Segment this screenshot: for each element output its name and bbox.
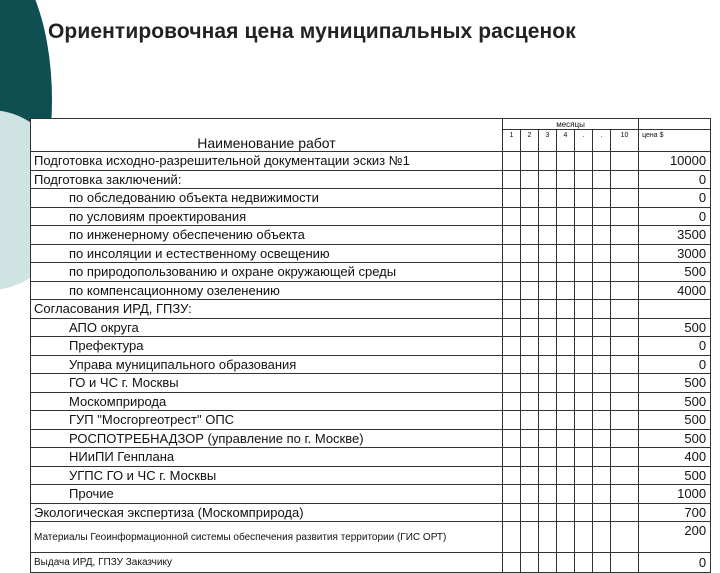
month-cell [593,281,611,300]
month-cell [503,522,521,553]
table-row [31,281,711,300]
month-cell [611,152,639,171]
month-cell [575,485,593,504]
work-name-cell: по условиям проектирования [31,207,503,226]
month-cell [593,189,611,208]
month-cell [539,263,557,282]
month-cell [593,152,611,171]
price-cell: 700 [639,503,711,522]
month-cell [503,392,521,411]
month-cell [575,207,593,226]
month-cell [593,392,611,411]
month-cell [593,503,611,522]
table-row [31,485,711,504]
month-cell [557,207,575,226]
month-cell [557,503,575,522]
month-cell [539,411,557,430]
month-cell [539,189,557,208]
month-cell [593,300,611,319]
month-cell [503,466,521,485]
month-cell [557,337,575,356]
price-cell: 3000 [639,244,711,263]
month-cell [539,318,557,337]
month-header: . [593,130,611,152]
table-row [31,318,711,337]
work-name-cell: Экологическая экспертиза (Москомприрода) [31,503,503,522]
table-row [31,170,711,189]
table-row [31,522,711,553]
month-cell [575,244,593,263]
month-cell [521,392,539,411]
month-cell [593,337,611,356]
work-name-cell: ГО и ЧС г. Москвы [31,374,503,393]
month-cell [521,281,539,300]
month-cell [611,189,639,208]
month-cell [575,466,593,485]
header-row-months [31,119,711,130]
month-header: . [575,130,593,152]
month-cell [611,170,639,189]
month-cell [611,411,639,430]
month-cell [575,503,593,522]
month-cell [521,448,539,467]
work-name-cell: Управа муниципального образования [31,355,503,374]
price-header-top-cell [639,119,711,130]
month-header: 3 [539,130,557,152]
month-cell [521,429,539,448]
month-cell [611,244,639,263]
month-cell [611,337,639,356]
month-header: 1 [503,130,521,152]
month-cell [503,189,521,208]
price-cell: 500 [639,429,711,448]
month-cell [575,355,593,374]
work-name-cell: УГПС ГО и ЧС г. Москвы [31,466,503,485]
table-row [31,553,711,573]
month-cell [521,318,539,337]
price-cell: 500 [639,411,711,430]
month-cell [575,553,593,573]
month-cell [557,281,575,300]
month-cell [593,374,611,393]
table-row [31,244,711,263]
month-cell [521,485,539,504]
month-cell [557,522,575,553]
table-row [31,189,711,208]
month-cell [539,466,557,485]
month-cell [503,374,521,393]
month-cell [575,522,593,553]
month-cell [521,553,539,573]
month-cell [593,429,611,448]
month-cell [611,448,639,467]
month-cell [503,503,521,522]
work-name-cell: АПО округа [31,318,503,337]
month-cell [539,170,557,189]
price-cell: 0 [639,207,711,226]
header-row [31,130,711,152]
month-cell [611,553,639,573]
month-cell [539,503,557,522]
month-cell [593,226,611,245]
price-cell: 10000 [639,152,711,171]
months-header: месяцы [503,119,639,130]
month-cell [557,152,575,171]
month-cell [521,226,539,245]
month-cell [575,337,593,356]
month-cell [575,448,593,467]
month-cell [539,244,557,263]
month-cell [557,553,575,573]
month-cell [539,300,557,319]
price-cell [639,300,711,319]
month-cell [521,170,539,189]
month-cell [593,263,611,282]
price-cell: 0 [639,553,711,573]
month-cell [593,485,611,504]
month-cell [593,522,611,553]
work-name-cell: Согласования ИРД, ГПЗУ: [31,300,503,319]
work-name-cell: Подготовка исходно-разрешительной документации эскиз №1 [31,152,503,171]
month-cell [575,226,593,245]
month-cell [539,392,557,411]
month-cell [557,263,575,282]
price-cell: 1000 [639,485,711,504]
month-cell [521,503,539,522]
month-cell [611,392,639,411]
month-cell [539,281,557,300]
month-cell [521,337,539,356]
work-name-cell: Материалы Геоинформационной системы обеспечения развития территории (ГИС ОРТ) [31,522,503,553]
month-cell [521,355,539,374]
month-cell [521,207,539,226]
month-cell [503,152,521,171]
month-cell [539,485,557,504]
month-cell [575,392,593,411]
month-cell [575,281,593,300]
month-cell [557,300,575,319]
month-cell [539,207,557,226]
month-cell [521,466,539,485]
table-row [31,263,711,282]
month-header: 4 [557,130,575,152]
price-cell: 200 [639,522,711,553]
month-header: 2 [521,130,539,152]
month-cell [611,263,639,282]
month-cell [539,355,557,374]
month-cell [611,281,639,300]
work-name-cell: Подготовка заключений: [31,170,503,189]
name-header: Наименование работ [31,130,503,152]
month-cell [575,429,593,448]
page-title: Ориентировочная цена муниципальных расценок [48,20,576,43]
month-cell [611,374,639,393]
table-row [31,226,711,245]
month-cell [611,485,639,504]
work-name-cell: по компенсационному озеленению [31,281,503,300]
table-row [31,429,711,448]
work-name-cell: по природопользованию и охране окружающей среды [31,263,503,282]
price-cell: 0 [639,170,711,189]
month-cell [503,429,521,448]
month-cell [503,355,521,374]
price-cell: 0 [639,337,711,356]
month-cell [611,503,639,522]
month-cell [539,448,557,467]
month-cell [557,374,575,393]
price-cell: 400 [639,448,711,467]
price-table [30,118,711,573]
month-cell [593,318,611,337]
month-cell [539,429,557,448]
month-cell [557,244,575,263]
month-cell [557,411,575,430]
work-name-cell: Прочие [31,485,503,504]
month-cell [593,553,611,573]
month-cell [521,244,539,263]
month-cell [575,411,593,430]
table-row [31,300,711,319]
table-body [31,152,711,573]
table-row [31,503,711,522]
work-name-cell: НИиПИ Генплана [31,448,503,467]
price-cell: 500 [639,466,711,485]
month-header: 10 [611,130,639,152]
month-cell [557,466,575,485]
month-cell [611,300,639,319]
month-cell [593,207,611,226]
month-cell [575,318,593,337]
month-cell [611,522,639,553]
month-cell [503,337,521,356]
work-name-cell: РОСПОТРЕБНАДЗОР (управление по г. Москве) [31,429,503,448]
month-cell [557,429,575,448]
month-cell [611,466,639,485]
month-cell [503,485,521,504]
price-cell: 0 [639,189,711,208]
table-row [31,355,711,374]
month-cell [521,411,539,430]
price-table-container [30,118,710,570]
month-cell [575,170,593,189]
price-cell: 0 [639,355,711,374]
month-cell [611,207,639,226]
month-cell [539,374,557,393]
work-name-cell: ГУП "Мосгоргеотрест" ОПС [31,411,503,430]
month-cell [593,411,611,430]
month-cell [557,189,575,208]
month-cell [575,374,593,393]
month-cell [557,170,575,189]
month-cell [503,170,521,189]
month-cell [521,300,539,319]
month-cell [593,355,611,374]
month-cell [557,318,575,337]
table-row [31,466,711,485]
month-cell [611,226,639,245]
work-name-cell: Выдача ИРД, ГПЗУ Заказчику [31,553,503,573]
month-cell [503,448,521,467]
month-cell [557,448,575,467]
price-cell: 500 [639,374,711,393]
table-row [31,411,711,430]
month-cell [503,411,521,430]
month-cell [575,152,593,171]
month-cell [593,244,611,263]
price-cell: 500 [639,392,711,411]
work-name-cell: по инженерному обеспечению объекта [31,226,503,245]
table-row [31,392,711,411]
month-cell [503,318,521,337]
month-cell [593,170,611,189]
month-cell [503,281,521,300]
month-cell [503,226,521,245]
price-cell: 500 [639,318,711,337]
month-cell [539,152,557,171]
table-row [31,337,711,356]
month-cell [575,300,593,319]
month-cell [539,553,557,573]
work-name-cell: Москомприрода [31,392,503,411]
month-cell [521,522,539,553]
month-cell [575,189,593,208]
month-cell [557,485,575,504]
month-cell [539,337,557,356]
price-cell: 500 [639,263,711,282]
table-row [31,374,711,393]
work-name-cell: по обследованию объекта недвижимости [31,189,503,208]
month-cell [575,263,593,282]
month-cell [503,263,521,282]
month-cell [611,429,639,448]
month-cell [539,522,557,553]
price-header: цена $ [639,130,711,152]
work-name-cell: Префектура [31,337,503,356]
month-cell [503,553,521,573]
month-cell [557,226,575,245]
month-cell [503,207,521,226]
month-cell [521,263,539,282]
price-cell: 4000 [639,281,711,300]
work-name-cell: по инсоляции и естественному освещению [31,244,503,263]
month-cell [503,300,521,319]
table-row [31,152,711,171]
month-cell [539,226,557,245]
price-cell: 3500 [639,226,711,245]
table-row [31,207,711,226]
month-cell [593,448,611,467]
month-cell [557,392,575,411]
table-row [31,448,711,467]
month-cell [521,152,539,171]
month-cell [557,355,575,374]
name-header-top-cell [31,119,503,130]
month-cell [611,355,639,374]
month-cell [593,466,611,485]
month-cell [503,244,521,263]
month-cell [521,189,539,208]
month-cell [521,374,539,393]
month-cell [611,318,639,337]
